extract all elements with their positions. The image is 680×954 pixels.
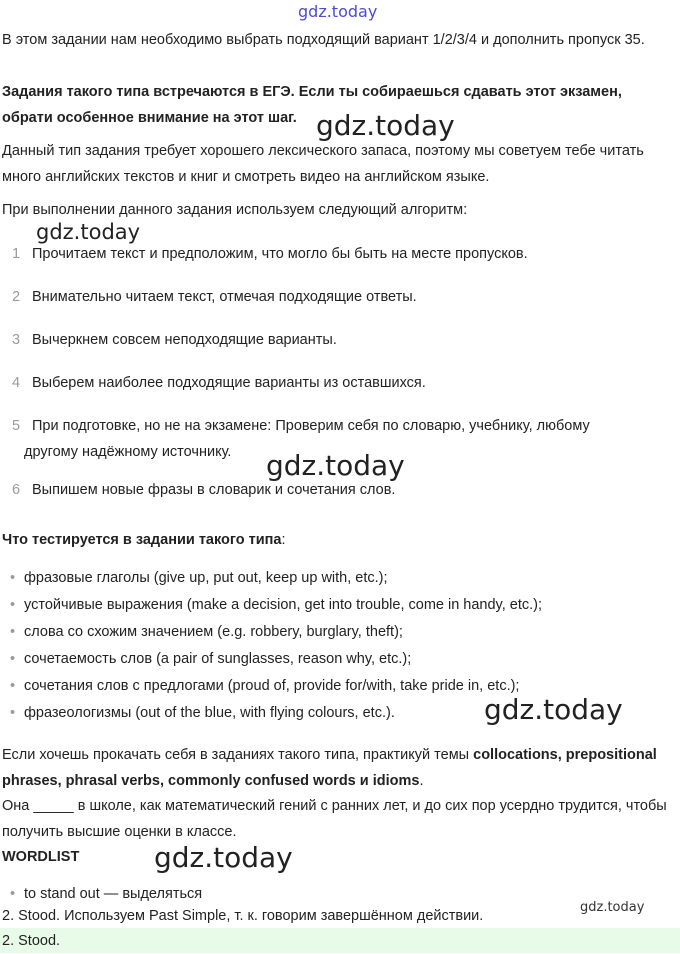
step-text: Внимательно читаем текст, отмечая подходящие ответы. (32, 289, 417, 305)
watermark: gdz.today (316, 109, 455, 142)
step-number: 1 (12, 246, 21, 262)
step-text: Прочитаем текст и предположим, что могло бы быть на месте пропусков. (32, 246, 528, 262)
practice-prefix: Если хочешь прокачать себя в заданиях такого типа, практикуй темы (2, 747, 474, 763)
tested-heading-text: Что тестируется в задании такого типа (2, 532, 282, 548)
watermark: gdz.today (580, 900, 645, 915)
step-text: Вычеркнем совсем неподходящие варианты. (32, 332, 337, 348)
task-intro: В этом задании нам необходимо выбрать подходящий вариант 1/2/3/4 и дополнить пропуск 35. (2, 32, 645, 48)
practice-note (2, 742, 672, 794)
watermark-top: gdz.today (298, 2, 378, 21)
practice-suffix: . (419, 773, 424, 789)
answer-highlight (0, 928, 680, 953)
algorithm-intro: При выполнении данного задания используем следующий алгоритм: (2, 202, 468, 218)
watermark: gdz.today (484, 693, 623, 726)
step-text: При подготовке, но не на экзамене: Проверим себя по словарю, учебнику, любому (32, 418, 590, 434)
wordlist-item-text: to stand out — выделяться (24, 886, 203, 902)
list-item-text: слова со схожим значением (e.g. robbery, burglary, theft); (24, 624, 403, 640)
step-text-continued: другому надёжному источнику. (24, 444, 232, 460)
answer-explanation: 2. Stood. Используем Past Simple, т. к. говорим завершённом действии. (2, 908, 484, 924)
bullet-icon: • (10, 570, 16, 586)
bullet-icon: • (10, 886, 16, 902)
bullet-icon: • (10, 597, 16, 613)
step-number: 3 (12, 332, 21, 348)
step-number: 4 (12, 375, 21, 391)
bullet-icon: • (10, 624, 16, 640)
watermark: gdz.today (154, 841, 293, 874)
final-answer: 2. Stood. (2, 933, 61, 949)
watermark: gdz.today (266, 449, 405, 482)
step-number: 6 (12, 482, 21, 498)
step-number: 5 (12, 418, 21, 434)
list-item-text: фразеологизмы (out of the blue, with flying colours, etc.). (24, 705, 395, 721)
watermark: gdz.today (36, 220, 141, 244)
vocab-note: Данный тип задания требует хорошего лексического запаса, поэтому мы советуем тебе читать много английских текстов и книг и смотреть видео на английском языке. (2, 143, 644, 185)
bullet-icon: • (10, 705, 16, 721)
list-item-text: сочетания слов с предлогами (proud of, provide for/with, take pride in, etc.); (24, 678, 520, 694)
step-text: Выберем наиболее подходящие варианты из оставшихся. (32, 375, 426, 391)
bullet-icon: • (10, 651, 16, 667)
list-item-text: фразовые глаголы (give up, put out, keep up with, etc.); (24, 570, 388, 586)
step-text: Выпишем новые фразы в словарик и сочетания слов. (32, 482, 396, 498)
exercise-sentence: Она _____ в школе, как математический гений с ранних лет, и до сих пор усердно трудится, чтобы получить высшие оценки в классе. (2, 798, 667, 840)
list-item-text: устойчивые выражения (make a decision, get into trouble, come in handy, etc.); (24, 597, 543, 613)
practice-topics: collocations, prepositional phrases, phrasal verbs, commonly confused words и idioms (2, 747, 657, 789)
bullet-icon: • (10, 678, 16, 694)
tested-heading-colon: : (281, 532, 286, 548)
exam-note: Задания такого типа встречаются в ЕГЭ. Если ты собираешься сдавать этот экзамен, обрати особенное внимание на этот шаг. (2, 84, 622, 126)
step-number: 2 (12, 289, 21, 305)
tested-heading (2, 527, 672, 553)
list-item-text: сочетаемость слов (a pair of sunglasses, reason why, etc.); (24, 651, 412, 667)
wordlist-heading: WORDLIST (2, 849, 80, 865)
